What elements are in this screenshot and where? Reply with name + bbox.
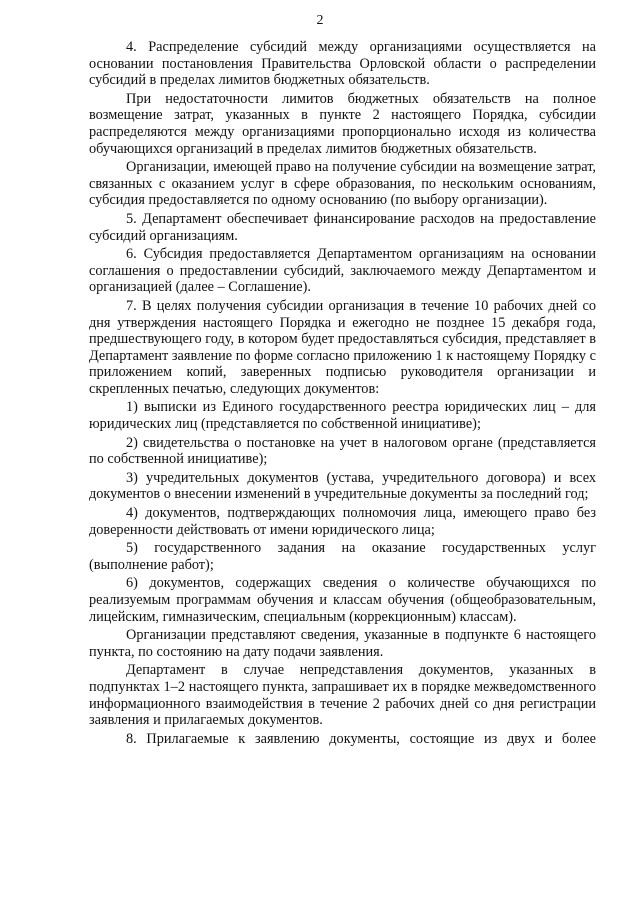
list-item-5-state-assignment: 5) государственного задания на оказание государственных услуг (выполнение работ); (89, 540, 596, 573)
list-item-2-tax-registration: 2) свидетельства о постановке на учет в налоговом органе (представляется по собственной инициативе); (89, 434, 596, 468)
paragraph-6-agreement: 6. Субсидия предоставляется Департаментом организациям на основании соглашения о предоставлении субсидий, заключаемого между Департаментом и организацией (далее – Соглашение). (89, 246, 596, 296)
list-item-4-authority-documents: 4) документов, подтверждающих полномочия лица, имеющего право без доверенности действовать от имени юридического лица; (89, 505, 596, 538)
paragraph-4-distribution: 4. Распределение субсидий между организациями осуществляется на основании постановления Правительства Орловской области о распределении субсидий в пределах лимитов бюджетных обязательств. (89, 39, 596, 89)
paragraph-insufficient-limits: При недостаточности лимитов бюджетных обязательств на полное возмещение затрат, указанных в пункте 2 настоящего Порядка, субсидии распределяются между организациями пропорционально исходя из количества обучающихся организаций в пределах лимитов бюджетных обязательств. (89, 90, 596, 157)
paragraph-8-attachments: 8. Прилагаемые к заявлению документы, состоящие из двух и более (126, 730, 596, 747)
list-item-1-egrul: 1) выписки из Единого государственного реестра юридических лиц – для юридических лиц (представляется по собственной инициативе); (89, 399, 596, 433)
paragraph-7-application: 7. В целях получения субсидии организация в течение 10 рабочих дней со дня утверждения настоящего Порядка и ежегодно не позднее 15 декабря года, предшествующего году, в котором будет предоставляться субсидия, представляет в Департамент заявление по форме согласно приложению 1 к настоящему Порядку с приложением копий, заверенных подписью руководителя организации и скрепленных печатью, следующих документов: (89, 297, 596, 397)
paragraph-subitem-6-date: Организации представляют сведения, указанные в подпункте 6 настоящего пункта, по состоянию на дату подачи заявления. (89, 627, 596, 660)
list-item-6-student-count: 6) документов, содержащих сведения о количестве обучающихся по реализуемым программам обучения и классам обучения (общеобразовательным, лицейским, гимназическим, специальным (коррекционным) классам). (89, 575, 596, 625)
paragraph-multiple-grounds: Организации, имеющей право на получение субсидии на возмещение затрат, связанных с оказанием услуг в сфере образования, по нескольким основаниям, субсидия предоставляется по одному основанию (по выбору организации). (89, 159, 596, 209)
paragraph-5-financing: 5. Департамент обеспечивает финансирование расходов на предоставление субсидий организациям. (89, 210, 596, 244)
list-item-3-founding-documents: 3) учредительных документов (устава, учредительного договора) и всех документов о внесении изменений в учредительные документы за последний год; (89, 469, 596, 503)
paragraph-interagency-request: Департамент в случае непредставления документов, указанных в подпунктах 1–2 настоящего пункта, запрашивает их в порядке межведомственного информационного взаимодействия в течение 2 рабочих дней со дня регистрации заявления и прилагаемых документов. (89, 662, 596, 729)
page-number: 2 (316, 13, 324, 28)
document-body (89, 39, 596, 747)
